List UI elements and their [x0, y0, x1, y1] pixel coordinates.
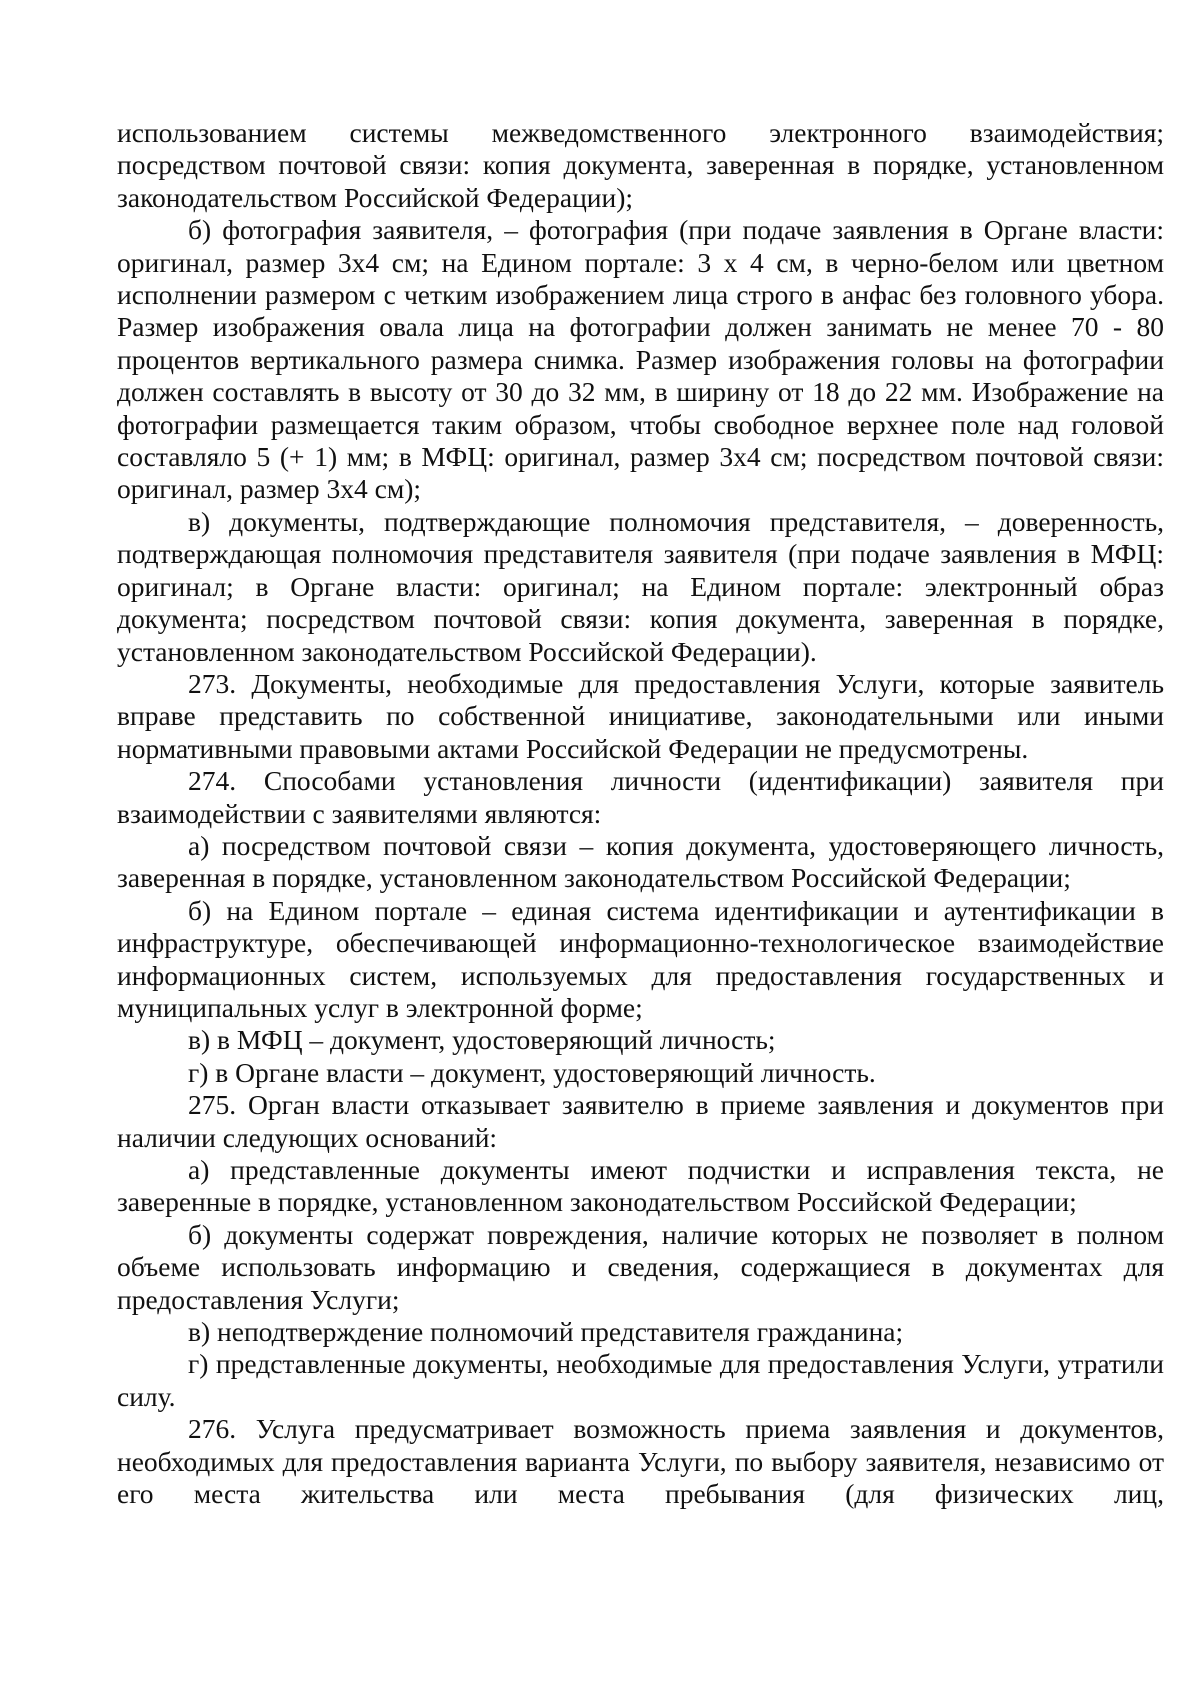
document-page — [117, 117, 1164, 1510]
paragraph-274-a: а) посредством почтовой связи – копия документа, удостоверяющего личность, заверенная в порядке, установленном законодательством Российской Федерации; — [117, 829, 1164, 894]
paragraph-275-v: в) неподтверждение полномочий представителя гражданина; — [188, 1316, 904, 1348]
paragraph-275-g: г) представленные документы, необходимые для предоставления Услуги, утратили силу. — [117, 1348, 1164, 1412]
paragraph-275-b: б) документы содержат повреждения, наличие которых не позволяет в полном объеме использовать информацию и сведения, содержащиеся в документах для предоставления Услуги; — [117, 1218, 1164, 1315]
paragraph-275-a: а) представленные документы имеют подчистки и исправления текста, не заверенные в порядке, установленном законодательством Российской Федерации; — [117, 1154, 1164, 1218]
paragraph-274-b: б) на Едином портале – единая система идентификации и аутентификации в инфраструктуре, обеспечивающей информационно-технологическое взаимодействие информационных систем, используемых для предоставления государственных и муниципальных услуг в электронной форме; — [117, 894, 1164, 1023]
paragraph-273: 273. Документы, необходимые для предоставления Услуги, которые заявитель вправе представить по собственной инициативе, законодательными или иными нормативными правовыми актами Российской Федерации не предусмотрены. — [117, 667, 1164, 764]
paragraph-274-v: в) в МФЦ – документ, удостоверяющий личность; — [188, 1024, 776, 1056]
paragraph-275: 275. Орган власти отказывает заявителю в приеме заявления и документов при наличии следующих оснований: — [117, 1089, 1164, 1153]
paragraph-276: 276. Услуга предусматривает возможность приема заявления и документов, необходимых для предоставления варианта Услуги, по выбору заявителя, независимо от его места жительства или места пребывания (для физических лиц, — [117, 1413, 1164, 1510]
paragraph-274: 274. Способами установления личности (идентификации) заявителя при взаимодействии с заявителями являются: — [117, 765, 1164, 829]
paragraph-274-g: г) в Органе власти – документ, удостоверяющий личность. — [188, 1056, 876, 1088]
paragraph-photo: б) фотография заявителя, – фотография (при подаче заявления в Органе власти: оригинал, размер 3х4 см; на Едином портале: 3 х 4 см, в черно-белом или цветном исполнении размером с четким изображением лица строго в анфас без головного убора. Размер изображения овала лица на фотографии должен занимать не менее 70 - 80 процентов вертикального размера снимка. Размер изображения головы на фотографии должен составлять в высоту от 30 до 32 мм, в ширину от 18 до 22 мм. Изображение на фотографии размещается таким образом, чтобы свободное верхнее поле над головой составляло 5 (+ 1) мм; в МФЦ: оригинал, размер 3х4 см; посредством почтовой связи: оригинал, размер 3х4 см); — [117, 214, 1164, 505]
paragraph-continuation: использованием системы межведомственного электронного взаимодействия; посредством почтовой связи: копия документа, заверенная в порядке, установленном законодательством Российской Федерации); — [117, 117, 1164, 213]
paragraph-representative-documents: в) документы, подтверждающие полномочия представителя, – доверенность, подтверждающая полномочия представителя заявителя (при подаче заявления в МФЦ: оригинал; в Органе власти: оригинал; на Едином портале: электронный образ документа; посредством почтовой связи: копия документа, заверенная в порядке, установленном законодательством Российской Федерации). — [117, 505, 1164, 667]
